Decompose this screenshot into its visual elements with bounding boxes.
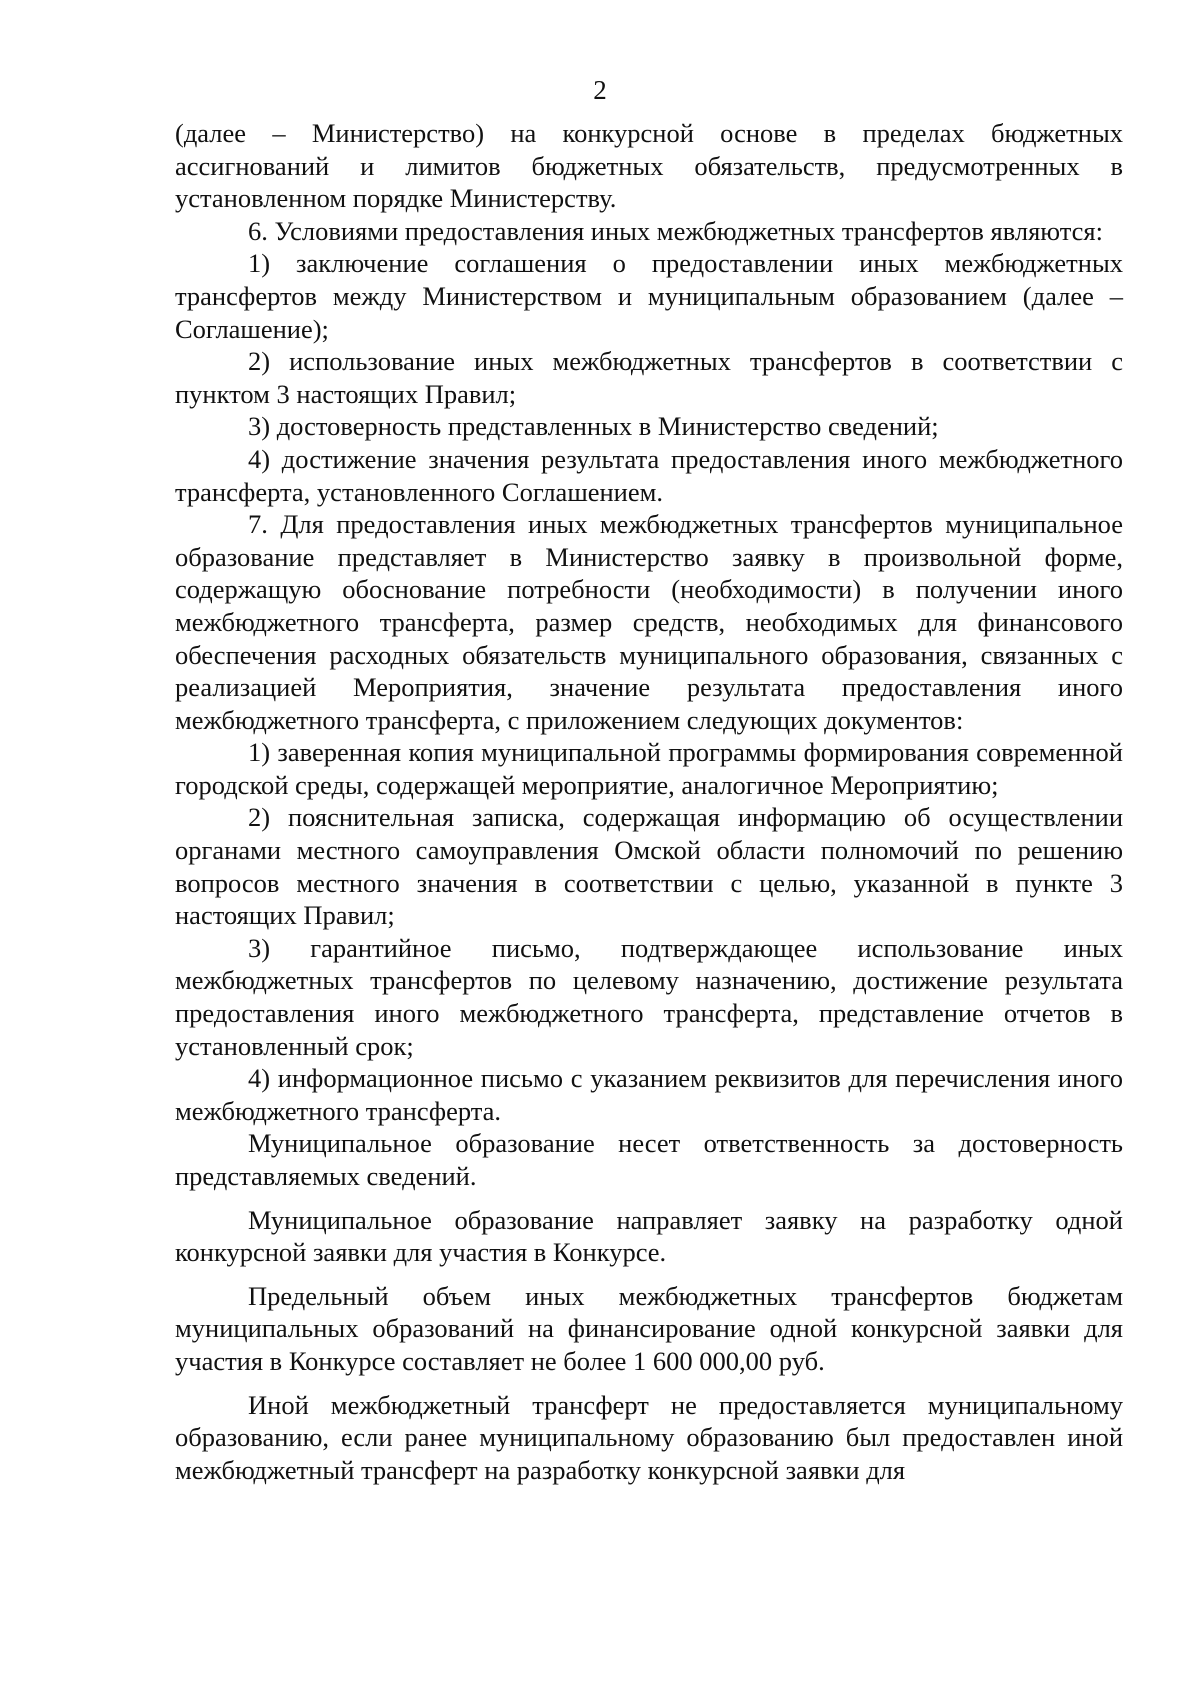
list-item-6-2: 2) использование иных межбюджетных трансфертов в соответствии с пунктом 3 настоящих Правил; bbox=[175, 346, 1123, 409]
paragraph-continuation: (далее – Министерство) на конкурсной основе в пределах бюджетных ассигнований и лимитов бюджетных обязательств, предусмотренных в установленном порядке Министерству. bbox=[175, 118, 1123, 214]
list-item-7-1: 1) заверенная копия муниципальной программы формирования современной городской среды, содержащей мероприятие, аналогичное Мероприятию; bbox=[175, 737, 1123, 800]
page-number: 2 bbox=[593, 75, 607, 105]
list-item-6-3: 3) достоверность представленных в Министерство сведений; bbox=[248, 411, 939, 442]
list-item-6-4: 4) достижение значения результата предоставления иного межбюджетного трансферта, установленного Соглашением. bbox=[175, 443, 1123, 507]
paragraph-funding-limit: Предельный объем иных межбюджетных трансфертов бюджетам муниципальных образований на финансирование одной конкурсной заявки для участия в Конкурсе составляет не более 1 600 000,00 руб. bbox=[175, 1280, 1123, 1376]
paragraph-responsibility: Муниципальное образование несет ответственность за достоверность представляемых сведений. bbox=[175, 1128, 1123, 1191]
document-body bbox=[175, 117, 1123, 1486]
paragraph-clause-7: 7. Для предоставления иных межбюджетных трансфертов муниципальное образование представляет в Министерство заявку в произвольной форме, содержащую обоснование потребности (необходимости) в получении иного межбюджетного трансферта, размер средств, необходимых для финансового обеспечения расходных обязательств муниципального образования, связанных с реализацией Мероприятия, значение результата предоставления иного межбюджетного трансферта, с приложением следующих документов: bbox=[175, 509, 1123, 735]
paragraph-clause-6: 6. Условиями предоставления иных межбюджетных трансфертов являются: bbox=[248, 215, 1103, 246]
list-item-7-4: 4) информационное письмо с указанием реквизитов для перечисления иного межбюджетного трансферта. bbox=[175, 1063, 1123, 1126]
list-item-7-3: 3) гарантийное письмо, подтверждающее использование иных межбюджетных трансфертов по целевому назначению, достижение результата предоставления иного межбюджетного трансферта, представление отчетов в установленный срок; bbox=[175, 932, 1123, 1061]
paragraph-single-application: Муниципальное образование направляет заявку на разработку одной конкурсной заявки для участия в Конкурсе. bbox=[175, 1204, 1123, 1268]
paragraph-restriction: Иной межбюджетный трансферт не предоставляется муниципальному образованию, если ранее муниципальному образованию был предоставлен иной межбюджетный трансферт на разработку конкурсной заявки для bbox=[175, 1389, 1123, 1485]
list-item-7-2: 2) пояснительная записка, содержащая информацию об осуществлении органами местного самоуправления Омской области полномочий по решению вопросов местного значения в соответствии с целью, указанной в пункте 3 настоящих Правил; bbox=[175, 802, 1123, 931]
list-item-6-1: 1) заключение соглашения о предоставлении иных межбюджетных трансфертов между Министерством и муниципальным образованием (далее – Соглашение); bbox=[175, 248, 1123, 344]
